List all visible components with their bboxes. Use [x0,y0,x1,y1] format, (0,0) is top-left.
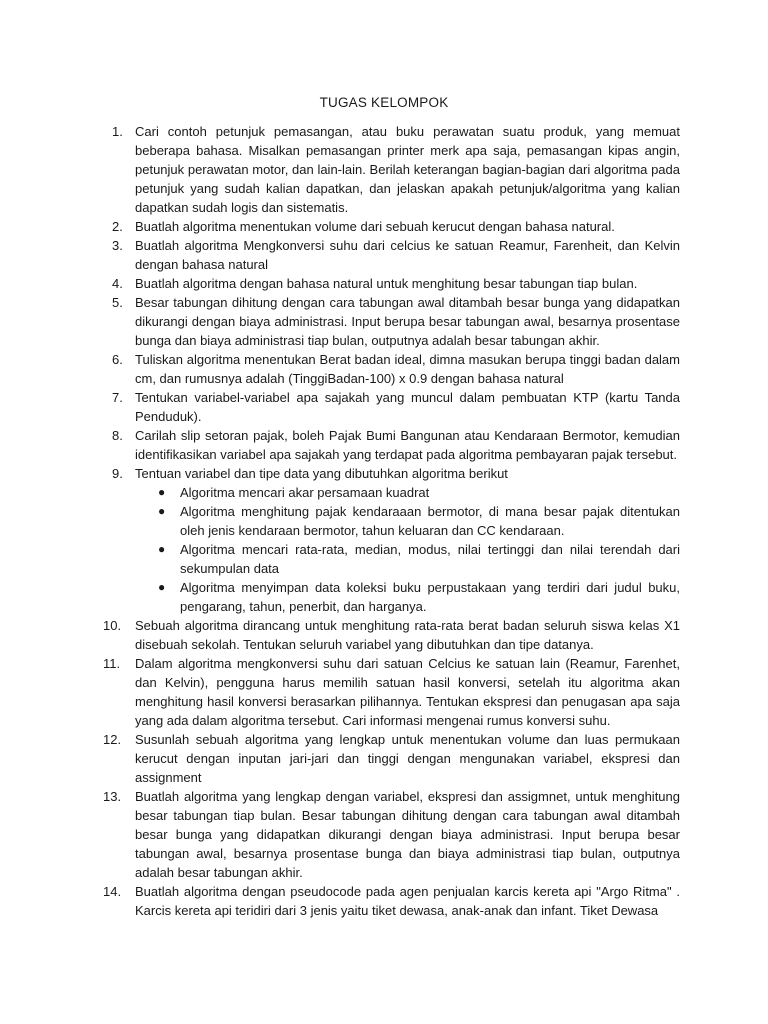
task-text: Susunlah sebuah algoritma yang lengkap untuk menentukan volume dan luas permukaan kerucut dengan inputan jari-jari dan tinggi dengan mengunakan variabel, ekspresi dan assignment [135,732,680,785]
bullet-list [135,483,680,616]
task-number: 9. [112,466,123,481]
task-number: 12. [103,732,122,747]
bullet-item [135,578,680,616]
task-item-4 [102,274,680,293]
task-text: Tuliskan algoritma menentukan Berat badan ideal, dimna masukan berupa tinggi badan dalam cm, dan rumusnya adalah (TinggiBadan-100) x 0.9 dengan bahasa natural [135,352,680,386]
task-item-13 [102,787,680,882]
task-item-3 [102,236,680,274]
task-item-11 [102,654,680,730]
task-number: 14. [103,884,122,899]
bullet-text: Algoritma menyimpan data koleksi buku perpustakaan yang terdiri dari judul buku, pengarang, tahun, penerbit, dan harganya. [180,580,680,614]
bullet-dot-icon: ● [158,504,166,518]
task-text: Cari contoh petunjuk pemasangan, atau buku perawatan suatu produk, yang memuat beberapa bahasa. Misalkan pemasangan printer merk apa saja, pemasangan kipas angin, petunjuk perawatan motor, dan lain-lain. Berilah keterangan bagian-bagian dari algoritma pada petunjuk yang sudah kalian dapatkan, dan jelaskan apakah petunjuk/algoritma yang kalian dapatkan sudah logis dan sistematis. [135,124,680,215]
task-number: 10. [103,618,122,633]
bullet-item [135,540,680,578]
task-number: 5. [112,295,123,310]
task-text: Sebuah algoritma dirancang untuk menghitung rata-rata berat badan seluruh siswa kelas X1 disebuah sekolah. Tentukan seluruh variabel yang dibutuhkan dan tipe datanya. [135,618,680,652]
task-item-14 [102,882,680,920]
bullet-text: Algoritma mencari rata-rata, median, modus, nilai tertinggi dan nilai terendah dari sekumpulan data [180,542,680,576]
bullet-item [135,483,680,502]
bullet-text: Algoritma menghitung pajak kendaraaan bermotor, di mana besar pajak ditentukan oleh jenis kendaraan bermotor, tahun keluaran dan CC kendaraan. [180,504,680,538]
task-number: 8. [112,428,123,443]
task-number: 2. [112,219,123,234]
bullet-text: Algoritma mencari akar persamaan kuadrat [180,485,430,500]
task-text: Tentukan variabel-variabel apa sajakah yang muncul dalam pembuatan KTP (kartu Tanda Penduduk). [135,390,680,424]
task-text: Besar tabungan dihitung dengan cara tabungan awal ditambah besar bunga yang didapatkan dikurangi dengan biaya administrasi. Input berupa besar tabungan awal, besarnya prosentase bunga dan biaya administrasi tiap bulan, outputnya adalah besar tabungan akhir. [135,295,680,348]
task-text: Buatlah algoritma Mengkonversi suhu dari celcius ke satuan Reamur, Farenheit, dan Kelvin dengan bahasa natural [135,238,680,272]
bullet-dot-icon: ● [158,542,166,556]
task-item-1 [102,122,680,217]
task-number: 6. [112,352,123,367]
task-item-6 [102,350,680,388]
task-number: 3. [112,238,123,253]
document-title: TUGAS KELOMPOK [319,95,449,110]
task-text: Carilah slip setoran pajak, boleh Pajak Bumi Bangunan atau Kendaraan Bermotor, kemudian identifikasikan variabel apa sajakah yang terdapat pada algoritma pembayaran pajak tersebut. [135,428,680,462]
task-item-10 [102,616,680,654]
task-item-8 [102,426,680,464]
bullet-dot-icon: ● [158,485,166,499]
task-text: Buatlah algoritma dengan bahasa natural untuk menghitung besar tabungan tiap bulan. [135,276,638,291]
task-number: 4. [112,276,123,291]
task-number: 11. [103,656,121,671]
task-text: Buatlah algoritma yang lengkap dengan variabel, ekspresi dan assigmnet, untuk menghitung besar tabungan tiap bulan. Besar tabungan dihitung dengan cara tabungan awal ditambah besar bunga yang didapatkan dikurangi dengan biaya administrasi. Input berupa besar tabungan awal, besarnya prosentase bunga dan biaya administrasi tiap bulan, outputnya adalah besar tabungan akhir. [135,789,680,880]
task-number: 1. [112,124,123,139]
task-item-2 [102,217,680,236]
task-list [102,122,680,920]
task-text: Tentuan variabel dan tipe data yang dibutuhkan algoritma berikut [135,466,508,481]
task-item-9 [102,464,680,616]
task-item-7 [102,388,680,426]
task-text: Buatlah algoritma dengan pseudocode pada agen penjualan karcis kereta api "Argo Ritma" . Karcis kereta api teridiri dari 3 jenis yaitu tiket dewasa, anak-anak dan infant. Tiket Dewasa [135,884,680,918]
bullet-dot-icon: ● [158,580,166,594]
task-item-12 [102,730,680,787]
bullet-item [135,502,680,540]
task-text: Buatlah algoritma menentukan volume dari sebuah kerucut dengan bahasa natural. [135,219,615,234]
task-number: 7. [112,390,123,405]
task-text: Dalam algoritma mengkonversi suhu dari satuan Celcius ke satuan lain (Reamur, Farenhet, dan Kelvin), pengguna harus memilih satuan hasil konversi, setelah itu algoritma akan menghitung hasil konversi berasarkan pilihannya. Tentukan ekspresi dan penugasan apa saja yang ada dalam algoritma tersebut. Cari informasi mengenai rumus konversi suhu. [135,656,680,728]
task-number: 13. [103,789,122,804]
task-item-5 [102,293,680,350]
